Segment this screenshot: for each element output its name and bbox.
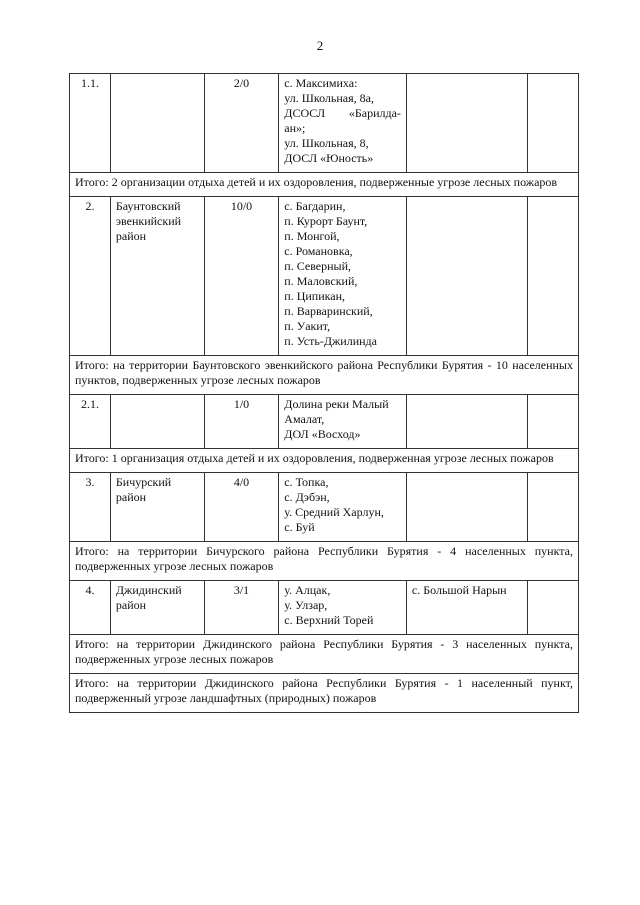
settlement-line: ул. Школьная, 8, — [284, 136, 369, 150]
empty-cell — [528, 74, 579, 173]
district-name-line: район — [115, 490, 147, 504]
settlements-cell — [279, 197, 407, 356]
district-name-line: Баунтовский — [115, 199, 181, 213]
settlement-line: у. Средний Харлун, — [284, 505, 384, 519]
landscape-fire-settlements-cell — [406, 395, 527, 449]
settlement-line: с. Романовка, — [284, 244, 353, 258]
settlement-line: ДОСЛ «Юность» — [284, 151, 374, 165]
page-number: 2 — [316, 38, 324, 53]
summary-text: Итого: на территории Джидинского района Республики Бурятия - 3 населенных пункта, подверженных угрозе лесных пожаров — [70, 635, 579, 674]
landscape-settlement-line: с. Большой Нарын — [411, 583, 507, 597]
settlement-line: у. Улзар, — [284, 598, 328, 612]
settlements-cell — [279, 581, 407, 635]
summary-row — [70, 173, 579, 197]
row-number-cell: 4. — [70, 581, 111, 635]
settlements-cell — [279, 395, 407, 449]
district-name-cell — [110, 74, 204, 173]
settlement-line: Амалат, — [284, 412, 325, 426]
district-name-line: район — [115, 229, 147, 243]
entry-row — [70, 74, 579, 173]
settlements-cell — [279, 74, 407, 173]
settlement-line: ДСОСЛ «Барилда- — [284, 106, 401, 120]
district-name-line: Бичурский — [115, 475, 172, 489]
entry-row — [70, 473, 579, 542]
landscape-fire-settlements-cell — [406, 581, 527, 635]
district-name-cell — [110, 197, 204, 356]
entry-row — [70, 395, 579, 449]
count-cell: 10/0 — [204, 197, 279, 356]
settlements-cell — [279, 473, 407, 542]
count-cell: 3/1 — [204, 581, 279, 635]
district-name-cell — [110, 581, 204, 635]
summary-text: Итого: на территории Джидинского района Республики Бурятия - 1 населенный пункт, подверженный угрозе ландшафтных (природных) пожаров — [70, 674, 579, 713]
row-number-cell: 2. — [70, 197, 111, 356]
settlement-line: ДОЛ «Восход» — [284, 427, 361, 441]
district-name-line: эвенкийский — [115, 214, 182, 228]
count-cell: 1/0 — [204, 395, 279, 449]
settlement-line: с. Топка, — [284, 475, 329, 489]
district-name-cell — [110, 473, 204, 542]
count-cell: 4/0 — [204, 473, 279, 542]
settlement-line: ул. Школьная, 8а, — [284, 91, 374, 105]
settlement-line: п. Уакит, — [284, 319, 331, 333]
table-body — [70, 74, 579, 713]
summary-row — [70, 449, 579, 473]
summary-row — [70, 674, 579, 713]
summary-row — [70, 542, 579, 581]
summary-row — [70, 356, 579, 395]
district-name-line: район — [115, 598, 147, 612]
settlement-line: п. Маловский, — [284, 274, 358, 288]
settlement-line: п. Северный, — [284, 259, 352, 273]
row-number-cell: 1.1. — [70, 74, 111, 173]
summary-text: Итого: 2 организации отдыха детей и их оздоровления, подверженные угрозе лесных пожаров — [70, 173, 579, 197]
entry-row — [70, 197, 579, 356]
settlement-line: ан»; — [284, 121, 306, 135]
district-name-line: Джидинский — [115, 583, 182, 597]
landscape-fire-settlements-cell — [406, 74, 527, 173]
settlements-table — [69, 73, 579, 713]
entry-row — [70, 581, 579, 635]
row-number-cell: 2.1. — [70, 395, 111, 449]
summary-text: Итого: на территории Бичурского района Республики Бурятия - 4 населенных пункта, подверженных угрозе лесных пожаров — [70, 542, 579, 581]
settlement-line: с. Дэбэн, — [284, 490, 330, 504]
settlement-line: с. Багдарин, — [284, 199, 346, 213]
summary-text: Итого: 1 организация отдыха детей и их оздоровления, подверженная угрозе лесных пожаров — [70, 449, 579, 473]
district-name-cell — [110, 395, 204, 449]
empty-cell — [528, 581, 579, 635]
settlement-line: с. Верхний Торей — [284, 613, 374, 627]
empty-cell — [528, 395, 579, 449]
settlement-line: п. Варваринский, — [284, 304, 373, 318]
settlement-line: у. Алцак, — [284, 583, 331, 597]
count-cell: 2/0 — [204, 74, 279, 173]
settlement-line: п. Усть-Джилинда — [284, 334, 377, 348]
summary-row — [70, 635, 579, 674]
empty-cell — [528, 197, 579, 356]
landscape-fire-settlements-cell — [406, 473, 527, 542]
summary-text: Итого: на территории Баунтовского эвенкийского района Республики Бурятия - 10 населенных пунктов, подверженных угрозе лесных пожаров — [70, 356, 579, 395]
row-number-cell: 3. — [70, 473, 111, 542]
settlement-line: п. Монгой, — [284, 229, 340, 243]
settlement-line: с. Буй — [284, 520, 315, 534]
settlement-line: п. Ципикан, — [284, 289, 346, 303]
settlement-line: п. Курорт Баунт, — [284, 214, 368, 228]
settlement-line: с. Максимиха: — [284, 76, 358, 90]
settlement-line: Долина реки Малый — [284, 397, 389, 411]
landscape-fire-settlements-cell — [406, 197, 527, 356]
empty-cell — [528, 473, 579, 542]
